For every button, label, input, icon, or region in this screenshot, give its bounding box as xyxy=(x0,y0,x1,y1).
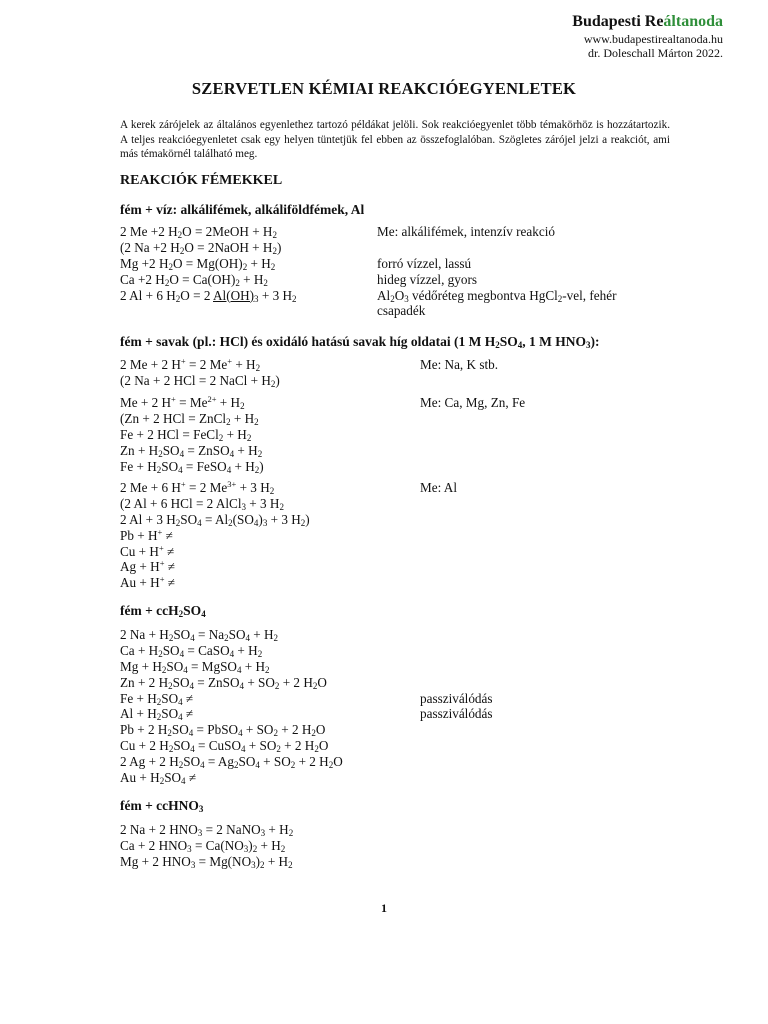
equations-conc-nitric xyxy=(120,822,670,870)
equations-acids-group3 xyxy=(120,480,670,591)
equation-row: Au + H+ ≠ xyxy=(120,574,176,591)
equation-row: Fe + 2 HCl = FeCl$_2$ + $H_2$ xyxy=(120,426,252,443)
equation-row: 2 Al + 3 $H_2SO_4 = Al_2(SO_4)_3 + 3$ $H_2$) xyxy=(120,511,310,528)
equation-row: Zn + 2 $H_2SO_4$ = ZnSO$_4$ + $SO_2 + 2$ $H_2O$ xyxy=(120,674,327,691)
equation-row: 2 Me +2 $H_2O$ = 2MeOH + $H_2$ Me: alkálifémek, intenzív reakció xyxy=(120,224,555,240)
equation-row: $Fe + H_2SO_4$ ≠ passziválódás xyxy=(120,690,493,707)
page-number: 1 xyxy=(381,901,387,915)
equation-row: 2 Me + 6 H+ = 2 $Me^{3+} + 3$ $H_2$ Me: Al xyxy=(120,479,457,496)
equation-row: $Mg + H_2SO_4$ = MgSO$_4$ + $H_2$ xyxy=(120,658,270,675)
equation-row: 2 Al + 6 $H_2O = 2$ $Al(OH)_3 + 3$ $H_2$ $Al_2O_3$ védőréteg megbontva HgCl$_2$-vel, fehér xyxy=(120,287,617,304)
equation-row: Cu + 2 $H_2SO_4$ = CuSO$_4$ + $SO_2 + 2$ $H_2O$ xyxy=(120,738,329,755)
equation-row: Ca +2 $H_2O = Ca(OH)_2 + H_2$ hideg vízzel, gyors xyxy=(120,271,477,288)
equations-conc-sulfuric xyxy=(120,627,670,786)
equation-row: (2 Na +2 $H_2O$ = 2NaOH + $H_2$) xyxy=(120,239,282,256)
equation-row: $Ca + H_2SO_4$ = CaSO$_4$ + $H_2$ xyxy=(120,642,263,659)
equation-row: 2 $Na + H_2SO_4 = Na_2SO_4 + H_2$ xyxy=(120,627,279,643)
equation-row: $Al + H_2SO_4$ ≠ passziválódás xyxy=(120,706,493,723)
equation-row: $Zn + H_2SO_4$ = ZnSO$_4$ + $H_2$ xyxy=(120,442,263,459)
equation-row: Mg +2 $H_2O = Mg(OH)_2 + H_2$ forró vízzel, lassú xyxy=(120,255,472,272)
equation-row: $Au + H_2SO_4$ ≠ xyxy=(120,770,197,787)
website-url: www.budapestirealtanoda.hu xyxy=(583,32,723,46)
equation-row: Me + 2 $H^+ = Me^{2+} + H_2$ Me: Ca, Mg, Zn, Fe xyxy=(120,394,526,411)
page-title: SZERVETLEN KÉMIAI REAKCIÓEGYENLETEK xyxy=(191,79,577,98)
subheading-metal-conc-nitric: fém + ccHNO$_3$ xyxy=(120,798,204,814)
equation-row: (2 Al + 6 HCl = 2 AlCl$_3$ + 3 $H_2$ xyxy=(120,495,284,512)
equation-row: (2 Na + 2 HCl = 2 NaCl + $H_2$) xyxy=(120,372,280,389)
equation-row: Cu + H+ ≠ xyxy=(120,542,175,559)
equation-row: csapadék xyxy=(377,303,426,319)
equation-row: Pb + 2 $H_2SO_4$ = PbSO$_4$ + $SO_2 + 2$ $H_2O$ xyxy=(120,722,326,739)
equation-row: 2 Na + 2 $HNO_3 = 2$ NaNO$_3$ + $H_2$ xyxy=(120,822,294,838)
intro-paragraph: A kerek zárójelek az általános egyenlethez tartozó példákat jelöli. Sok reakcióegyenlet több témakörhöz is hozzátartozik. A teljes reakcióegyenletet csak egy helyen tüntetjük fel ebben az összefoglalóban. Szögletes zárójel jelzi a reakciót, ami más témakörnél található meg. xyxy=(120,119,670,161)
author-line: dr. Doleschall Márton 2022. xyxy=(588,46,723,60)
equation-row: Ca + 2 $HNO_3 = Ca(NO_3)_2 + H_2$ xyxy=(120,837,286,854)
subheading-metal-acids: fém + savak (pl.: HCl) és oxidáló hatású savak híg oldatai (1 M $H_2SO_4$, 1 M $HNO_3$): xyxy=(120,334,600,350)
equation-row: Pb + H+ ≠ xyxy=(120,526,173,543)
brand-logo-text: Budapesti Reáltanoda xyxy=(572,13,723,30)
equation-row: Mg + 2 $HNO_3 = Mg(NO_3)_2 + H_2$ xyxy=(120,853,293,870)
equation-row: Ag + H+ ≠ xyxy=(120,558,176,575)
section-heading: REAKCIÓK FÉMEKKEL xyxy=(120,173,283,188)
equations-acids-group1 xyxy=(120,357,670,389)
equation-row: 2 Me + 2 H+ = 2 $Me^+ + H_2$ Me: Na, K stb. xyxy=(120,356,499,373)
brand-header xyxy=(572,12,723,60)
subheading-metal-water: fém + víz: alkálifémek, alkáliföldfémek, Al xyxy=(120,202,365,217)
equations-acids-group2 xyxy=(120,395,670,474)
equations-metal-water xyxy=(120,224,670,319)
equation-row: (Zn + 2 HCl = ZnCl$_2$ + $H_2$ xyxy=(120,410,259,427)
subheading-metal-conc-sulfuric: fém + $ccH_2SO_4$ xyxy=(120,603,206,619)
equation-row: $Fe + H_2SO_4$ = FeSO$_4$ + $H_2$) xyxy=(120,458,264,475)
equation-row: 2 Ag + 2 $H_2SO_4 = Ag_2SO_4 + SO_2 + 2$ $H_2O$ xyxy=(120,754,343,771)
